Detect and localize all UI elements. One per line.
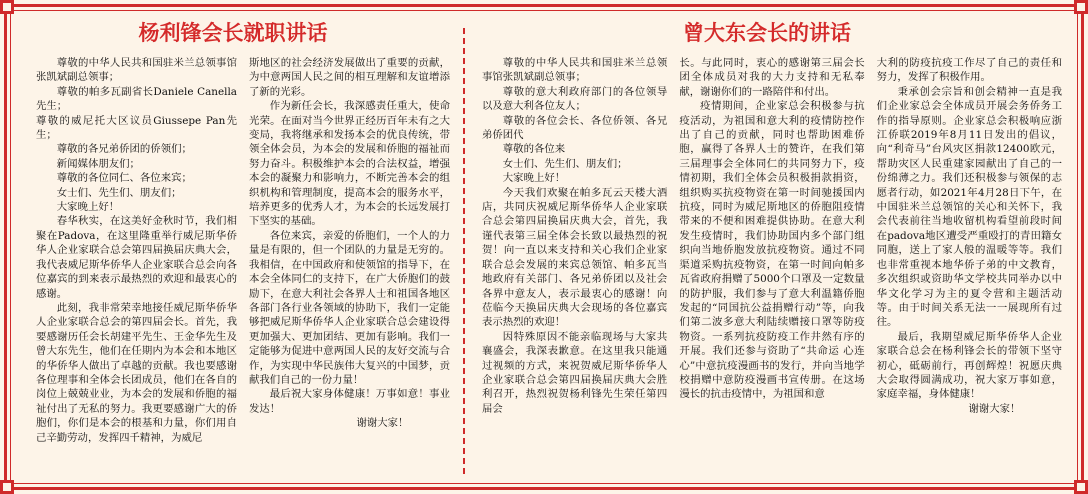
paragraph: 大家晚上好！ <box>502 172 566 185</box>
paragraph: 尊敬的各位同仁、各位来宾； <box>56 172 192 185</box>
corner-ornament-top-left <box>0 0 14 14</box>
paragraph: 疫情期间，企业家总会积极参与抗疫活动，为祖国和意大利的疫情防控作出了自己的贡献，同时也帮助困难侨胞，赢得了各界人士的赞许，在我们第三届理事会全体同仁的共同努力下，疫情初期，我们全体会员积极捐款捐资，组织购买抗疫物资在第一时间驰援国内抗疫，同时为威尼斯地区的侨胞阻疫情带来的不便和困难提供协助。在意大利发生疫情时，我们协助国内多个部门组织向当地侨胞发放抗疫物资。通过不同渠道采购抗疫物资，在第一时间向帕多瓦省政府捐赠了5000个口罩及一定数量的防护服，我们参与了意大利温籍侨胞发起的“同国抗公益捐赠行动”等，向我们第二波多意大利陆续赠接口罩等防疫物资。一系列抗疫防疫工作井然有序的开展。我们还参与资助了“共命运 心连心”中意抗疫漫画书的发行，并向当地学校捐赠中意防疫漫画书宣传册。在这场漫长的抗击疫情中，为祖国和意 <box>679 100 865 401</box>
left-article-column-1 <box>36 56 237 445</box>
paragraph: 新闻媒体朋友们； <box>56 157 140 170</box>
paragraph: 尊敬的帕多瓦副省长Daniele Canella先生； <box>36 85 237 113</box>
paragraph: 作为新任会长，我深感责任重大，使命光荣。在面对当今世界正经历百年未有之大变局，我将继承和发扬本会的优良传统，带领全体会员，为本会的发展和侨胞的福祉而努力奋斗。积极维护本会的合法权益，增强本会的凝聚力和影响力，不断完善本会的组织机构和管理制度，提高本会的服务水平，培养更多的优秀人才，为本会的长远发展打下坚实的基础。 <box>249 100 450 228</box>
left-article-column-2 <box>249 56 450 445</box>
paragraph: 长。与此同时，衷心的感谢第三届会长团全体成员对我的大力支持和无私奉献，谢谢你们的一路陪伴和付出。 <box>679 57 865 98</box>
right-article-column-1 <box>482 56 667 416</box>
closing-thanks: 谢谢大家！ <box>356 417 409 430</box>
corner-ornament-bottom-left <box>0 480 14 494</box>
right-article-column-2 <box>679 56 864 416</box>
paragraph: 此刻，我非常荣幸地接任威尼斯华侨华人企业家联合总会的第四届会长。首先，我要感谢历任会长胡建平先生、王金华先生及曾大东先生，他们在任期内为本会和本地区的华侨华人做出了卓越的贡献。我也要感谢各位理事和全体会长团成员，他们在各自的岗位上兢兢业业，为本会的发展和侨胞的福祉付出了无私的努力。我更要感谢广大的侨胞们，你们是本会的根基和力量，你们用自己辛勤劳动，发挥四千精神，为威尼 <box>36 301 237 444</box>
paragraph: 因特殊原因不能亲临现场与大家共襄盛会，我深表歉意。在这里我只能通过视频的方式，来祝贺威尼斯华侨华人企业家联合总会第四届换届庆典大会胜利召开，热烈祝贺杨利锋先生荣任第四届会 <box>482 330 668 415</box>
paragraph: 各位来宾，亲爱的侨胞们，一个人的力量是有限的，但一个团队的力量是无穷的。我相信，在中国政府和使领馆的指导下，在本会全体同仁的支持下，在广大侨胞们的鼓励下，在意大利社会各界人士和祖国各地区各部门各行业各领域的协助下，我们一定能够把威尼斯华侨华人企业家联合总会建设得更加强大、更加团结、更加有影响。我们一定能够为促进中意两国人民的友好交流与合作，为实现中华民族伟大复兴的中国梦，贡献我们自己的一份力量！ <box>249 229 450 386</box>
paragraph: 斯地区的社会经济发展做出了重要的贡献，为中意两国人民之间的相互理解和友谊增添了新的光彩。 <box>249 57 450 98</box>
closing-thanks: 谢谢大家！ <box>968 402 1021 415</box>
paragraph: 大家晚上好！ <box>56 201 120 214</box>
paragraph: 尊敬的中华人民共和国驻米兰总领事馆张凯斌副总领事； <box>482 57 668 84</box>
paragraph: 尊敬的意大利政府部门的各位领导以及意大利各位友人； <box>482 85 668 113</box>
paragraph: 女士们、先生们、朋友们； <box>56 186 182 199</box>
paragraph: 最后祝大家身体健康！万事如意！事业发达！ <box>249 388 450 415</box>
paragraph: 秉承创会宗旨和创会精神一直是我们企业家总会全体成员开展会务侨务工作的指导原则。企业家总会积极响应浙江侨联2019年8月11日发出的倡议，向“利奇马”台风灾区捐款12400欧元，帮助灾区人民重建家园献出了自己的一份绵薄之力。我们还积极参与领保的志愿者行动，如2021年4月28日下午，在中国驻米兰总领馆的关心和关怀下，我会代表前往当地收留机构看望前段时间在padova地区遭受严重殴打的青田籍女同胞，送上了家人般的温暖等等。我们也非常重视本地华侨子弟的中文教育，多次组织或资助华文学校共同举办以中华文化学习为主的夏令营和主题活动等。由于时间关系无法一一展现所有过往。 <box>876 85 1062 329</box>
paragraph: 尊敬的威尼托大区议员Giussepe Pan先生； <box>36 114 237 142</box>
paragraph: 尊敬的各位会长、各位侨领、各兄弟侨团代 <box>482 114 668 142</box>
paragraph: 最后，我期望威尼斯华侨华人企业家联合总会在杨利锋会长的带领下坚守初心，砥砺前行，再创辉煌！祝愿庆典大会取得圆满成功，祝大家万事如意，家庭幸福，身体健康！ <box>876 330 1062 401</box>
right-article-title: 曾大东会长的讲话 <box>683 21 851 45</box>
left-article-title: 杨利锋会长就职讲话 <box>138 21 328 45</box>
corner-ornament-bottom-right <box>1074 480 1088 494</box>
paragraph: 女士们、先生们、朋友们； <box>502 157 628 170</box>
paragraph: 尊敬的中华人民共和国驻米兰总领事馆张凯斌副总领事； <box>36 57 237 84</box>
left-article <box>36 18 450 445</box>
column-divider <box>463 28 465 474</box>
paragraph: 春华秋实，在这美好金秋时节，我们相聚在Padova，在这里隆重举行威尼斯华侨华人企业家联合总会第四届换届庆典大会，我代表威尼斯华侨华人企业家联合总会向各位嘉宾的到来表示最热烈的欢迎和最衷心的感谢。 <box>36 215 237 300</box>
paragraph: 今天我们欢聚在帕多瓦云天楼大酒店，共同庆祝威尼斯华侨华人企业家联合总会第四届换届庆典大会，首先，我谨代表第三届全体会长致以最热烈的祝贺！向一直以来支持和关心我们企业家联合总会发展的来宾总领馆、帕多瓦当地政府有关部门、各兄弟侨团以及社会各界中意友人，表示最衷心的感谢！向莅临今天换届庆典大会现场的各位嘉宾表示热烈的欢迎！ <box>482 186 668 329</box>
right-article <box>482 18 1062 416</box>
paragraph: 大利的防疫抗疫工作尽了自己的责任和努力，发挥了积极作用。 <box>876 57 1062 84</box>
paragraph: 尊敬的各兄弟侨团的侨领们； <box>56 143 192 156</box>
corner-ornament-top-right <box>1074 0 1088 14</box>
paragraph: 尊敬的各位来 <box>502 143 566 156</box>
right-article-column-3 <box>877 56 1062 416</box>
